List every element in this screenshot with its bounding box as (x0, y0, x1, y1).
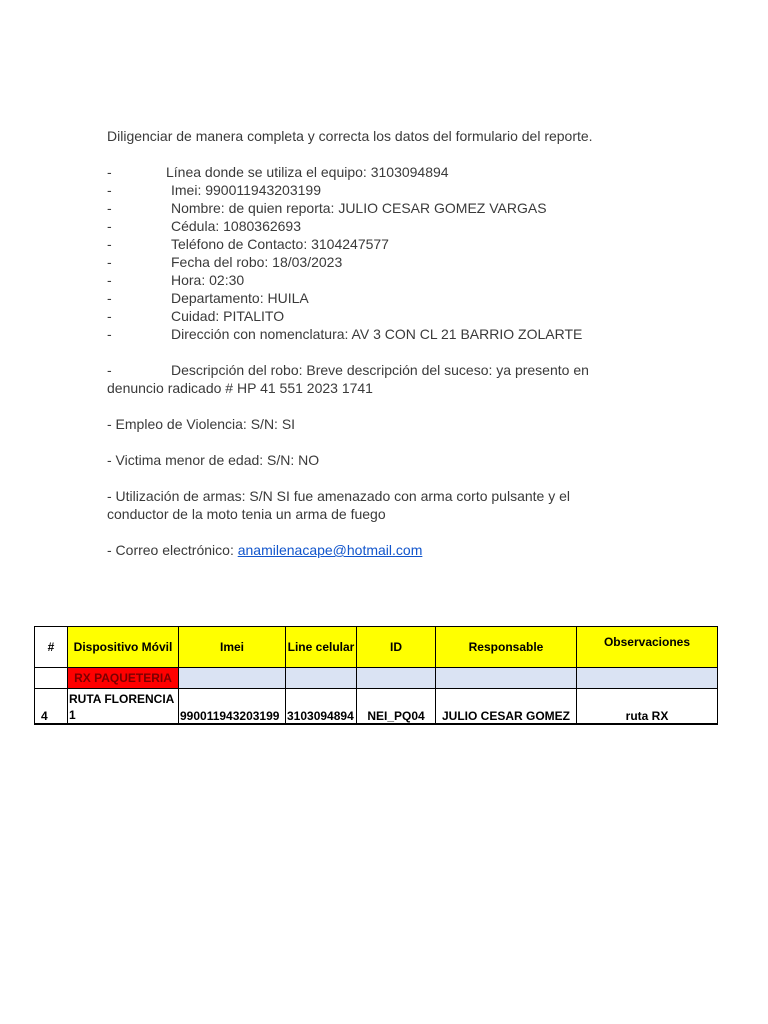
spacer (107, 469, 667, 487)
list-dash: - (107, 236, 112, 252)
list-item (107, 289, 667, 307)
list-item-text: Imei: 990011943203199 (171, 182, 321, 198)
list-item-text: Dirección con nomenclatura: AV 3 CON CL 21 BARRIO ZOLARTE (171, 326, 583, 342)
violence-text: - Empleo de Violencia: S/N: SI (107, 416, 296, 432)
header-num: # (35, 627, 68, 668)
group-cell-empty (436, 668, 577, 689)
list-item-text: Nombre: de quien reporta: JULIO CESAR GOMEZ VARGAS (171, 200, 547, 216)
group-cell-empty (179, 668, 286, 689)
weapons-text-2: conductor de la moto tenia un arma de fuego (107, 506, 386, 522)
table-header-row (35, 627, 718, 668)
list-item (107, 217, 667, 235)
spacer (107, 145, 667, 163)
description-text-2: denuncio radicado # HP 41 551 2023 1741 (107, 380, 373, 396)
header-device: Dispositivo Móvil (68, 627, 179, 668)
list-item-text: Departamento: HUILA (171, 290, 309, 306)
spacer (107, 343, 667, 361)
device-table (34, 626, 718, 725)
email-label: - Correo electrónico: (107, 542, 238, 558)
cell-line: 3103094894 (286, 689, 357, 725)
report-text (107, 127, 667, 559)
list-item (107, 181, 667, 199)
cell-device: RUTA FLORENCIA 1 (68, 689, 179, 725)
list-dash: - (107, 254, 112, 270)
intro-text: Diligenciar de manera completa y correcta los datos del formulario del reporte. (107, 128, 593, 144)
header-observations: Observaciones (577, 627, 718, 668)
list-item-text: Cédula: 1080362693 (171, 218, 302, 234)
list-dash: - (107, 272, 112, 288)
weapons-text-1: - Utilización de armas: S/N SI fue amenazado con arma corto pulsante y el (107, 488, 570, 504)
spacer (107, 397, 667, 415)
cell-observations: ruta RX (577, 689, 718, 725)
header-imei: Imei (179, 627, 286, 668)
cell-imei: 990011943203199 (179, 689, 286, 725)
spacer (107, 523, 667, 541)
list-dash: - (107, 218, 112, 234)
group-cell-empty (357, 668, 436, 689)
group-cell-empty (286, 668, 357, 689)
group-cell-empty (35, 668, 68, 689)
list-dash: - (107, 362, 112, 378)
list-item (107, 325, 667, 343)
list-item (107, 199, 667, 217)
list-dash: - (107, 164, 112, 180)
list-item (107, 253, 667, 271)
description-line-1 (107, 361, 667, 379)
description-text-1: Descripción del robo: Breve descripción del suceso: ya presento en (171, 362, 589, 378)
table-row (35, 689, 718, 725)
list-item (107, 271, 667, 289)
email-link[interactable]: anamilenacape@hotmail.com (237, 542, 423, 558)
cell-num: 4 (35, 689, 68, 725)
cell-responsible: JULIO CESAR GOMEZ (436, 689, 577, 725)
list-dash: - (107, 326, 112, 342)
list-dash: - (107, 200, 112, 216)
list-dash: - (107, 182, 112, 198)
cell-id: NEI_PQ04 (357, 689, 436, 725)
table-group-row (35, 668, 718, 689)
list-item-text: Línea donde se utiliza el equipo: 3103094894 (166, 164, 449, 180)
list-item (107, 235, 667, 253)
header-id: ID (357, 627, 436, 668)
list-dash: - (107, 308, 112, 324)
list-item-text: Fecha del robo: 18/03/2023 (171, 254, 343, 270)
spacer (107, 433, 667, 451)
header-line: Line celular (286, 627, 357, 668)
header-responsible: Responsable (436, 627, 577, 668)
minor-victim-text: - Victima menor de edad: S/N: NO (107, 452, 320, 468)
list-item-text: Hora: 02:30 (171, 272, 245, 288)
list-dash: - (107, 290, 112, 306)
list-item (107, 307, 667, 325)
email-line (107, 541, 667, 559)
list-item (107, 163, 667, 181)
robbery-description (107, 361, 667, 397)
group-label: RX PAQUETERIA (68, 668, 179, 689)
list-item-text: Teléfono de Contacto: 3104247577 (171, 236, 389, 252)
group-cell-empty (577, 668, 718, 689)
list-item-text: Cuidad: PITALITO (171, 308, 285, 324)
